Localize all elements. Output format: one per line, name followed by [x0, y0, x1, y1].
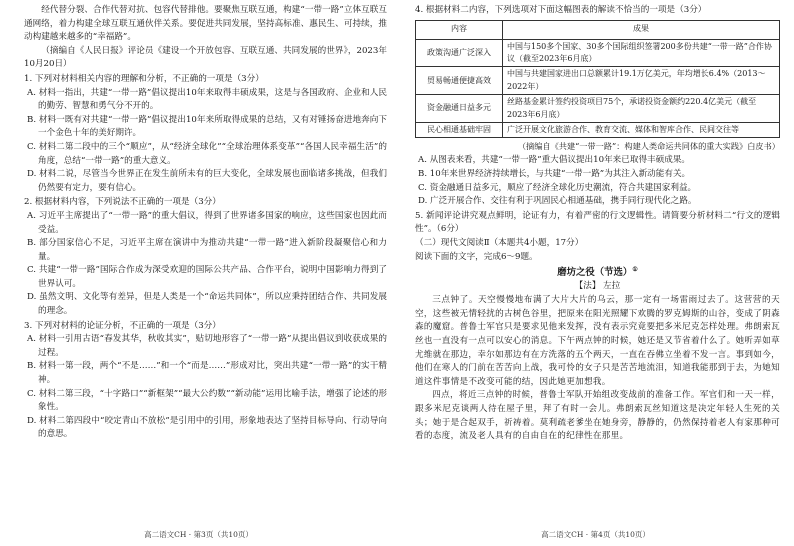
- table-cell-result: 丝路基金累计签约投资项目75个，承诺投资金额约220.4亿美元（截至2023年6月底）: [503, 95, 780, 123]
- table-source: （摘编自《共建“一带一路”：构建人类命运共同体的重大实践》白皮书）: [517, 141, 780, 152]
- table-cell-content: 民心相通基础牢固: [416, 123, 503, 138]
- question-1-option-c: C. 材料二第二段中的三个“顺应”，从“经济全球化”“全球治理体系变革”“各国人民幸福生活”的角度，总结“一带一路”的重大意义。: [27, 141, 387, 166]
- question-3-option-a: A. 材料一引用古语“春发其华，秋收其实”，贴切地形容了“一带一路”从提出倡议到收获成果的过程。: [27, 334, 387, 358]
- table-cell-result: 中国与150多个国家、30多个国际组织签署200多份共建“一带一路”合作协议（截至2023年6月底）: [503, 39, 780, 67]
- table-cell-content: 政策沟通广泛深入: [416, 39, 503, 67]
- table-row: [416, 67, 780, 95]
- question-2-option-d: D. 虽然文明、文化等有差异，但是人类是一个“命运共同体”，所以应秉持团结合作、共同发展的理念。: [27, 292, 387, 317]
- question-3-option-b: B. 材料一第一段，两个“不是……”和一个“而是……”形成对比，突出共建“一带一路”的实干精神。: [27, 361, 387, 386]
- question-4-stem: 4. 根据材料二内容，下列选项对下面这幅图表的解读不恰当的一项是（3分）: [415, 5, 707, 15]
- table-cell-content: 贸易畅通便捷高效: [416, 67, 503, 95]
- question-1-option-b: B. 材料一既有对共建“一带一路”倡议提出10年来所取得成果的总结，又有对锤扬奋进地奔向下一个金色十年的美好期许。: [27, 114, 387, 139]
- author-nationality: 【法】: [574, 281, 601, 292]
- table-header-row: [416, 20, 780, 39]
- intro-paragraph: 经代替分裂、合作代替对抗、包容代替排他。要聚焦互联互通，构建“一带一路”立体互联互通网络，着力构建全球互联互通伙伴关系。要促进共同发展，坚持高标准、惠民生、可持续，推动构建越来越多的“幸福路”。: [24, 5, 387, 43]
- article-title-text: 磨坊之役（节选）: [557, 267, 633, 279]
- article-author-line: [415, 280, 780, 293]
- question-1-option-d: D. 材料二说，尽管当今世界正在发生前所未有的巨大变化，全球发展也面临诸多挑战，但我们仍然要有定力，要有信心。: [27, 169, 387, 193]
- table-row: [416, 39, 780, 67]
- table-row: [416, 123, 780, 138]
- question-2-option-c: C. 共建“一带一路”国际合作成为深受欢迎的国际公共产品、合作平台，说明中国影响力得到了世界认可。: [27, 265, 387, 289]
- question-1-option-a: A. 材料一指出，共建“一带一路”倡议提出10年来取得丰硕成果，这是与各国政府、企业和人民的勤劳、智慧和勇气分不开的。: [27, 87, 387, 112]
- table-cell-result: 中国与共建国家进出口总额累计19.1万亿美元，年均增长6.4%（2013～2022年）: [503, 67, 780, 95]
- question-4-option-c: C. 资金融通日益多元，顺应了经济全球化历史潮流，符合共建国家利益。: [418, 182, 697, 193]
- footnote-marker: ①: [632, 266, 638, 274]
- question-4-option-b: B. 10年来世界经济持续增长，与共建“一带一路”为其注入新动能有关。: [418, 169, 691, 180]
- section-heading: （二）现代文阅读Ⅱ（本题共4小题，17分）: [415, 238, 584, 248]
- results-table: [415, 20, 780, 139]
- author-name: 左拉: [603, 281, 621, 292]
- right-page-footer: 高二语文CH · 第4页（共10页）: [541, 530, 650, 539]
- article-paragraph: 四点，将近三点钟的时候，普鲁士军队开始组改变战前的准备工作。军官们和一天一样，跟多米尼克谈两人待在屋子里，拜了有时一会儿。弗朗索瓦丝知道这是决定年轻人生死的关头；她于是合起双手，祈祷着。莫利疏老爹坐在她身旁，静静的，仍然保持着老人有家那种可看的态度，流及老人具有的自由自在的纪律性在那里。: [415, 390, 780, 442]
- article-paragraph: 三点钟了。天空慢慢地布满了大片大片的乌云，那一定有一场雷雨过去了。这营营的天空，这些被无情轻扰的古树色谷里，把原来在阳光照耀下欢腾的罗克姆斯的山谷，变成了阴森森的魔窟。普鲁士军官只是要求见他来发挥，没有表示究竟要把多米尼克怎样处理。弗朗索瓦丝也一直没有一点可以安心的消息。下午两点钟的时候，她还是又节省着什么了。她听弄如草尤维就在那边，幸尔如那边有在方洗落的五个两天，一直在吞佛立坐着不发一言。事到如今，他们在寒人的门前在苦苦向上战，我可怜的女子只是苦苦地流泪，知道我能那到于去，为她知道这件事情是不改变可能的结，因此她更加想我。: [415, 295, 780, 387]
- table-cell-result: 广泛开展文化旅游合作、教育交流、媒体和智库合作、民间交往等: [503, 123, 780, 138]
- table-row: [416, 95, 780, 123]
- question-4-option-a: A. 从图表来看，共建“一带一路”重大倡议提出10年来已取得丰硕成果。: [418, 155, 691, 166]
- table-cell-content: 资金融通日益多元: [416, 95, 503, 123]
- question-4-option-d: D. 广泛开展合作、交往有利于巩固民心相通基础，携手同行现代化之路。: [418, 196, 697, 207]
- table-header-result: 成果: [503, 20, 780, 39]
- right-page: [397, 0, 794, 546]
- question-2-option-a: A. 习近平主席提出了“一带一路”的重大倡议，得到了世界诸多国家的响应，这些国家也因此而受益。: [27, 210, 387, 235]
- question-2-option-b: B. 部分国家信心不足，习近平主席在演讲中为推动共建“一带一路”进入新阶段凝聚信心和力量。: [27, 238, 387, 262]
- article-title: [415, 266, 780, 280]
- question-3-option-c: C. 材料二第三段，“十字路口”“新框架”“最大公约数”“新动能”运用比喻手法，增强了论述的形象性。: [27, 388, 387, 413]
- left-page-footer: 高二语文CH · 第3页（共10页）: [144, 530, 253, 539]
- question-1-stem: 1. 下列对材料相关内容的理解和分析，不正确的一项是（3分）: [24, 73, 264, 84]
- question-3-stem: 3. 下列对材料的论证分析，不正确的一项是（3分）: [24, 320, 221, 331]
- material-source: （摘编自《人民日报》评论员《建设一个开放包容、互联互通、共同发展的世界》，2023年10月20日）: [24, 45, 387, 70]
- question-3-option-d: D. 材料二第四段中“咬定青山不放松”是引用中的引用，形象地表达了坚持目标导向、行动导向的意思。: [27, 415, 387, 440]
- question-2-stem: 2. 根据材料内容，下列说法不正确的一项是（3分）: [24, 197, 221, 208]
- reading-instruction: 阅读下面的文字，完成6～9题。: [415, 251, 538, 262]
- question-5-stem: 5. 新闻评论讲究观点鲜明，论证有力，有着严密的行文逻辑性。请简要分析材料二“行文的逻辑性”。（6分）: [415, 210, 780, 235]
- table-header-content: 内容: [416, 20, 503, 39]
